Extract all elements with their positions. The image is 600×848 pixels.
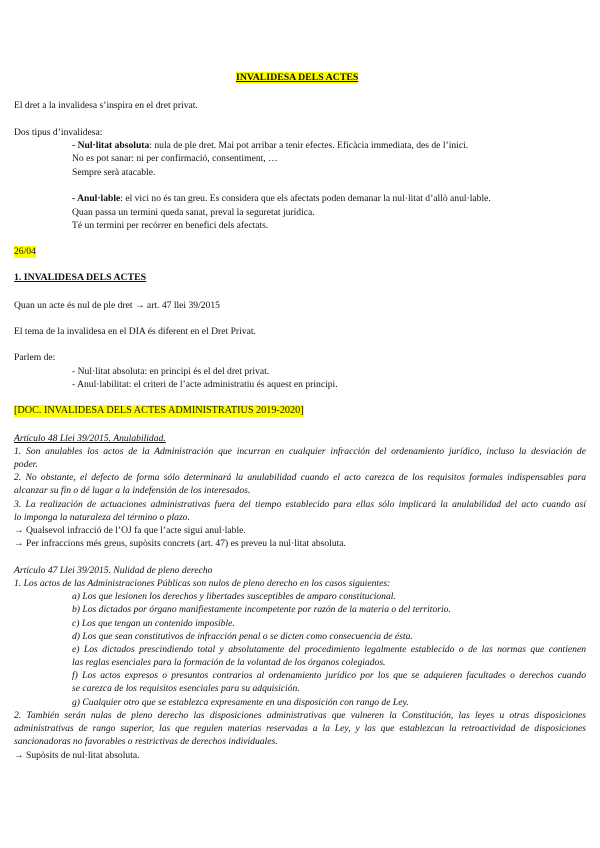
art48-p2-line2: alcanzar su fin o dé lugar a la indefensión de los interesados.	[14, 485, 251, 496]
nullity-line-2: No es pot sanar: ni per confirmació, consentiment, …	[72, 153, 278, 164]
art47-p1: 1. Los actos de las Administraciones Públicas son nulos de pleno derecho en los casos siguientes:	[14, 578, 391, 589]
art48-p1-line1: 1. Son anulables los actos de la Administración que incurran en cualquier infracción del ordenamiento jurídico, incluso la desviación de	[14, 446, 586, 457]
annulability-text: : el vici no és tan greu. Es considera que els afectats poden demanar la nul·litat d’allò anul·lable.	[120, 193, 491, 204]
theme-paragraph: El tema de la invalidesa en el DIA és diferent en el Dret Privat.	[14, 326, 256, 337]
art48-note-1: → Qualsevol infracció de l’OJ fa que l’acte sigui anul·lable.	[14, 525, 246, 536]
talk-item-1: - Nul·litat absoluta: en principi és el del dret privat.	[72, 366, 270, 377]
intro-paragraph: El dret a la invalidesa s’inspira en el dret privat.	[14, 100, 198, 111]
nullity-label: - Nul·litat absoluta	[72, 140, 150, 151]
art47-p2-line2: administrativas de rango superior, las que regulen materias reservadas a la Ley, y las que establezcan la retroactividad de disposiciones	[14, 723, 586, 734]
art47-item-d: d) Los que sean constitutivos de infracción penal o se dicten como consecuencia de ésta.	[72, 631, 413, 642]
art48-note-2: → Per infraccions més greus, supòsits concrets (art. 47) es preveu la nul·litat absoluta.	[14, 538, 346, 549]
annulability-line-3: Té un termini per recórrer en benefici dels afectats.	[72, 220, 269, 231]
art47-p2-line1: 2. También serán nulas de pleno derecho las disposiciones administrativas que vulneren la Constitución, las leyes u otras disposiciones	[14, 710, 586, 721]
art48-p2-line1: 2. No obstante, el defecto de forma sólo determinará la anulabilidad cuando el acto carezca de los requisitos formales indispensables para	[14, 472, 586, 483]
art47-item-b: b) Los dictados por órgano manifiestamente incompetente por razón de la materia o del territorio.	[72, 604, 451, 615]
art47-item-c: c) Los que tengan un contenido imposible.	[72, 618, 235, 629]
section-heading: 1. INVALIDESA DELS ACTES	[14, 272, 147, 283]
nullity-text: : nula de ple dret. Mai pot arribar a tenir efectes. Eficàcia immediata, des de l’inici.	[149, 140, 469, 151]
nullity-line-3: Sempre serà atacable.	[72, 167, 156, 178]
art48-p3-line2: lo imponga la naturaleza del término o plazo.	[14, 512, 190, 523]
types-heading: Dos tipus d’invalidesa:	[14, 127, 103, 138]
talk-heading: Parlem de:	[14, 352, 56, 363]
null-act-paragraph: Quan un acte és nul de ple dret → art. 47 llei 39/2015	[14, 300, 220, 311]
doc-reference: [DOC. INVALIDESA DELS ACTES ADMINISTRATIUS 2019-2020]	[14, 405, 304, 416]
page-title: INVALIDESA DELS ACTES	[236, 72, 359, 83]
art47-item-a: a) Los que lesionen los derechos y libertades susceptibles de amparo constitucional.	[72, 591, 396, 602]
annulability-definition	[72, 193, 491, 205]
annulability-label: - Anul·lable	[72, 193, 121, 204]
date-marker: 26/04	[14, 246, 36, 257]
nullity-definition	[72, 140, 468, 152]
art48-heading: Artículo 48 Llei 39/2015. Anulabilidad.	[14, 433, 166, 444]
art47-item-f-line2: se carezca de los requisitos esenciales para su adquisición.	[72, 683, 300, 694]
talk-item-2: - Anul·labilitat: el criteri de l’acte administratiu és aquest en principi.	[72, 379, 338, 390]
art47-item-g: g) Cualquier otro que se establezca expresamente en una disposición con rango de Ley.	[72, 697, 409, 708]
art47-heading: Artículo 47 Llei 39/2015. Nulidad de pleno derecho	[14, 565, 213, 576]
art47-note: → Supòsits de nul·litat absoluta.	[14, 750, 140, 761]
art48-p3-line1: 3. La realización de actuaciones administrativas fuera del tiempo establecido para ellas sólo implicará la anulabilidad del acto cuando así	[14, 499, 586, 510]
art47-p2-line3: sancionadoras no favorables o restrictivas de derechos individuales.	[14, 736, 278, 747]
art47-item-e-line2: las reglas esenciales para la formación de la voluntad de los órganos colegiados.	[72, 657, 386, 668]
art48-p1-line2: poder.	[14, 459, 38, 470]
art47-item-e-line1: e) Los dictados prescindiendo total y absolutamente del procedimiento legalmente establecido o de las normas que contienen	[72, 644, 586, 655]
annulability-line-2: Quan passa un termini queda sanat, preval la seguretat jurídica.	[72, 207, 315, 218]
art47-item-f-line1: f) Los actos expresos o presuntos contrarios al ordenamiento jurídico por los que se adquieren facultades o derechos cuando	[72, 670, 586, 681]
